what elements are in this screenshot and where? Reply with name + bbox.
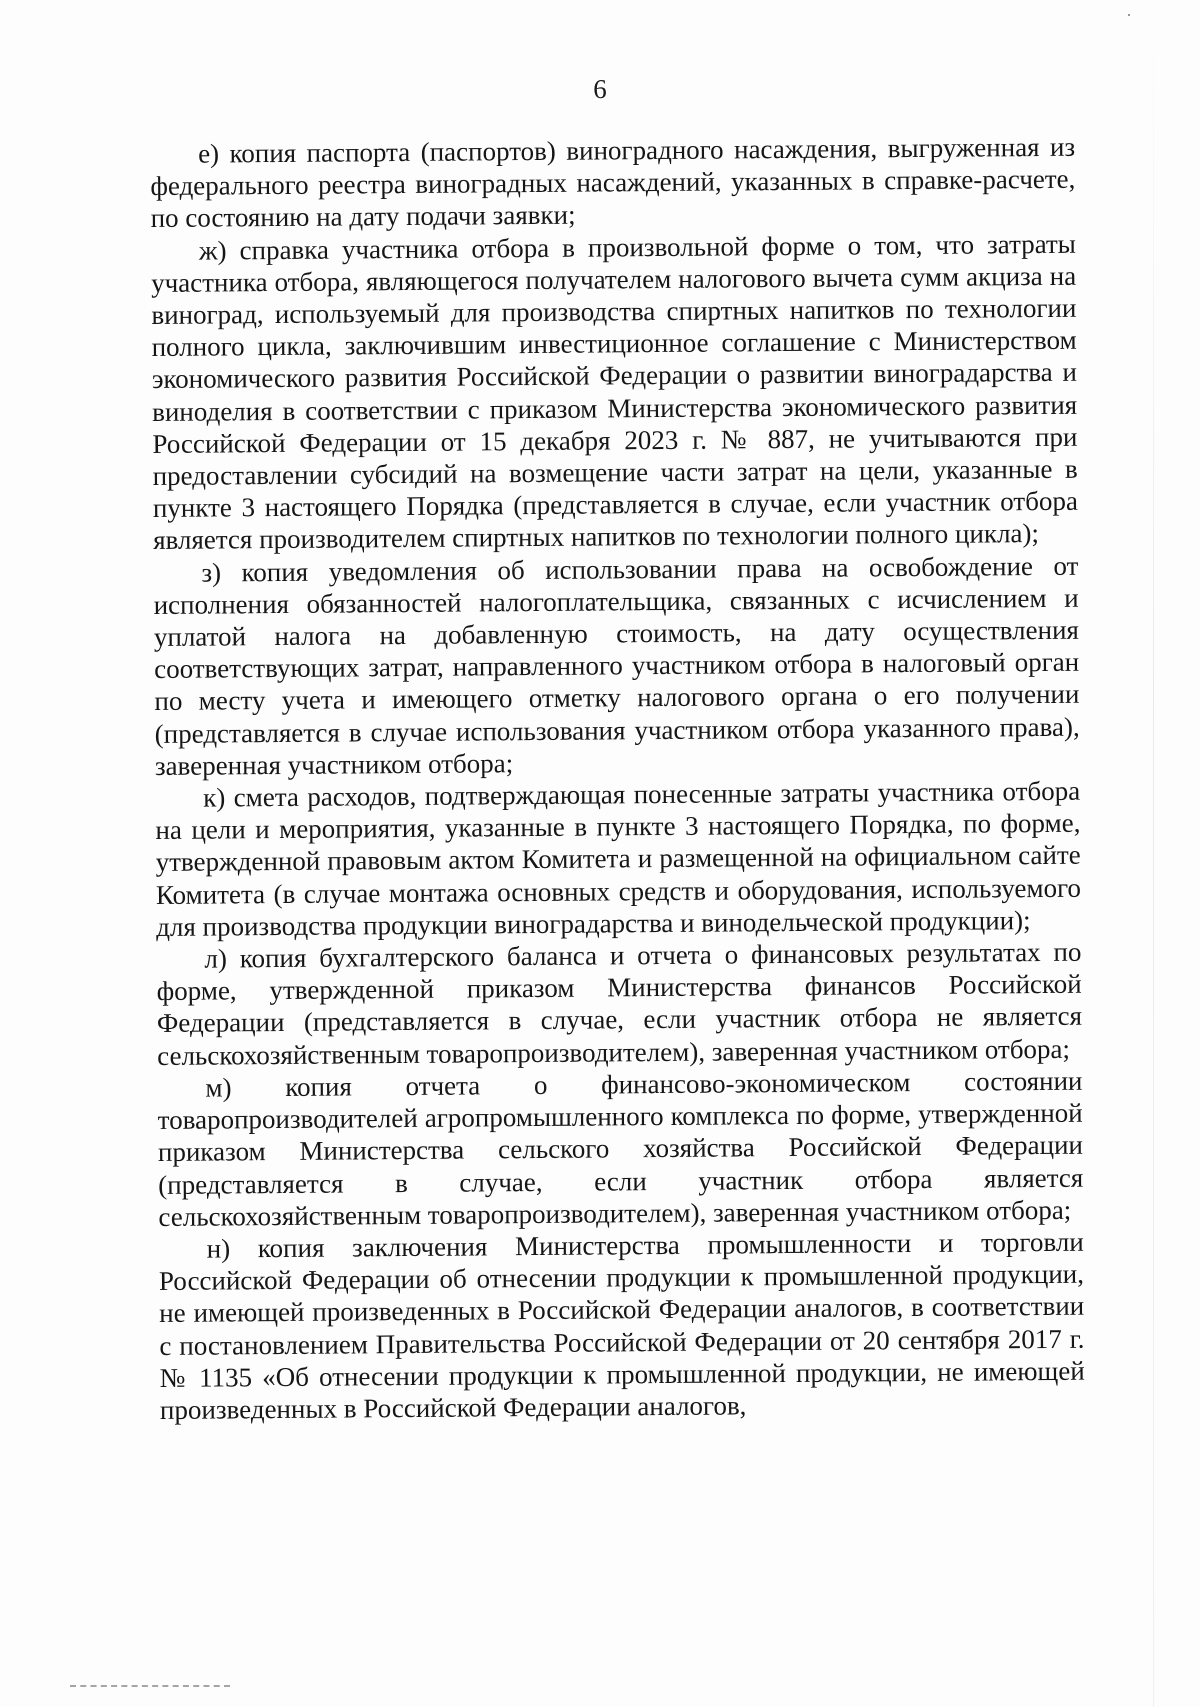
paragraph-m: м) копия отчета о финансово-экономическом состоянии товаропроизводителей агропромышленного комплекса по форме, утвержденной приказом Министерства сельского хозяйства Российской Федерации (представляется в случае, если участник отбора является сельскохозяйственным товаропроизводителем), заверенная участником отбора; (157, 1065, 1084, 1232)
scan-artifact-dot (1128, 14, 1130, 16)
paragraph-zh: ж) справка участника отбора в произвольной форме о том, что затраты участника отбора, являющегося получателем налогового вычета сумм акциза на виноград, используемый для производства спиртных напитков по технологии полного цикла, заключившим инвестиционное соглашение с Министерством экономического развития Российской Федерации о развитии виноградарства и виноделия в соответствии с приказом Министерства экономического развития Российской Федерации от 15 декабря 2023 г. № 887, не учитываются при предоставлении субсидий на возмещение части затрат на цели, указанные в пункте 3 настоящего Порядка (представляется в случае, если участник отбора является производителем спиртных напитков по технологии полного цикла); (151, 228, 1078, 556)
paragraph-n: н) копия заключения Министерства промышленности и торговли Российской Федерации об отнесении продукции к промышленной продукции, не имеющей произведенных в Российской Федерации аналогов, в соответствии с постановлением Правительства Российской Федерации от 20 сентября 2017 г. № 1135 «Об отнесении продукции к промышленной продукции, не имеющей произведенных в Российской Федерации аналогов, (158, 1226, 1085, 1425)
scan-artifact-dash (70, 1685, 230, 1689)
paragraph-l: л) копия бухгалтерского баланса и отчета о финансовых результатах по форме, утвержденной приказом Министерства финансов Российской Федерации (представляется в случае, если участник отбора не является сельскохозяйственным товаропроизводителем), заверенная участником отбора; (156, 936, 1083, 1071)
paragraph-z: з) копия уведомления об использовании права на освобождение от исполнения обязанностей налогоплательщика, связанных с исчислением и уплатой налога на добавленную стоимость, на дату осуществления соответствующих затрат, направленного участником отбора в налоговый орган по месту учета и имеющего отметку налогового органа о его получении (представляется в случае использования участником отбора указанного права), заверенная участником отбора; (153, 550, 1080, 781)
document-body (150, 131, 1085, 1426)
page-number: 6 (593, 74, 607, 104)
paragraph-k: к) смета расходов, подтверждающая понесенные затраты участника отбора на цели и мероприятия, указанные в пункте 3 настоящего Порядка, по форме, утвержденной правовым актом Комитета и размещенной на официальном сайте Комитета (в случае монтажа основных средств и оборудования, используемого для производства продукции виноградарства и винодельческой продукции); (155, 775, 1082, 942)
paragraph-e: е) копия паспорта (паспортов) виноградного насаждения, выгруженная из федерального реестра виноградных насаждений, указанных в справке-расчете, по состоянию на дату подачи заявки; (150, 131, 1076, 234)
scan-artifact-dot (1030, 1084, 1032, 1086)
scan-edge-line (1153, 0, 1154, 1707)
